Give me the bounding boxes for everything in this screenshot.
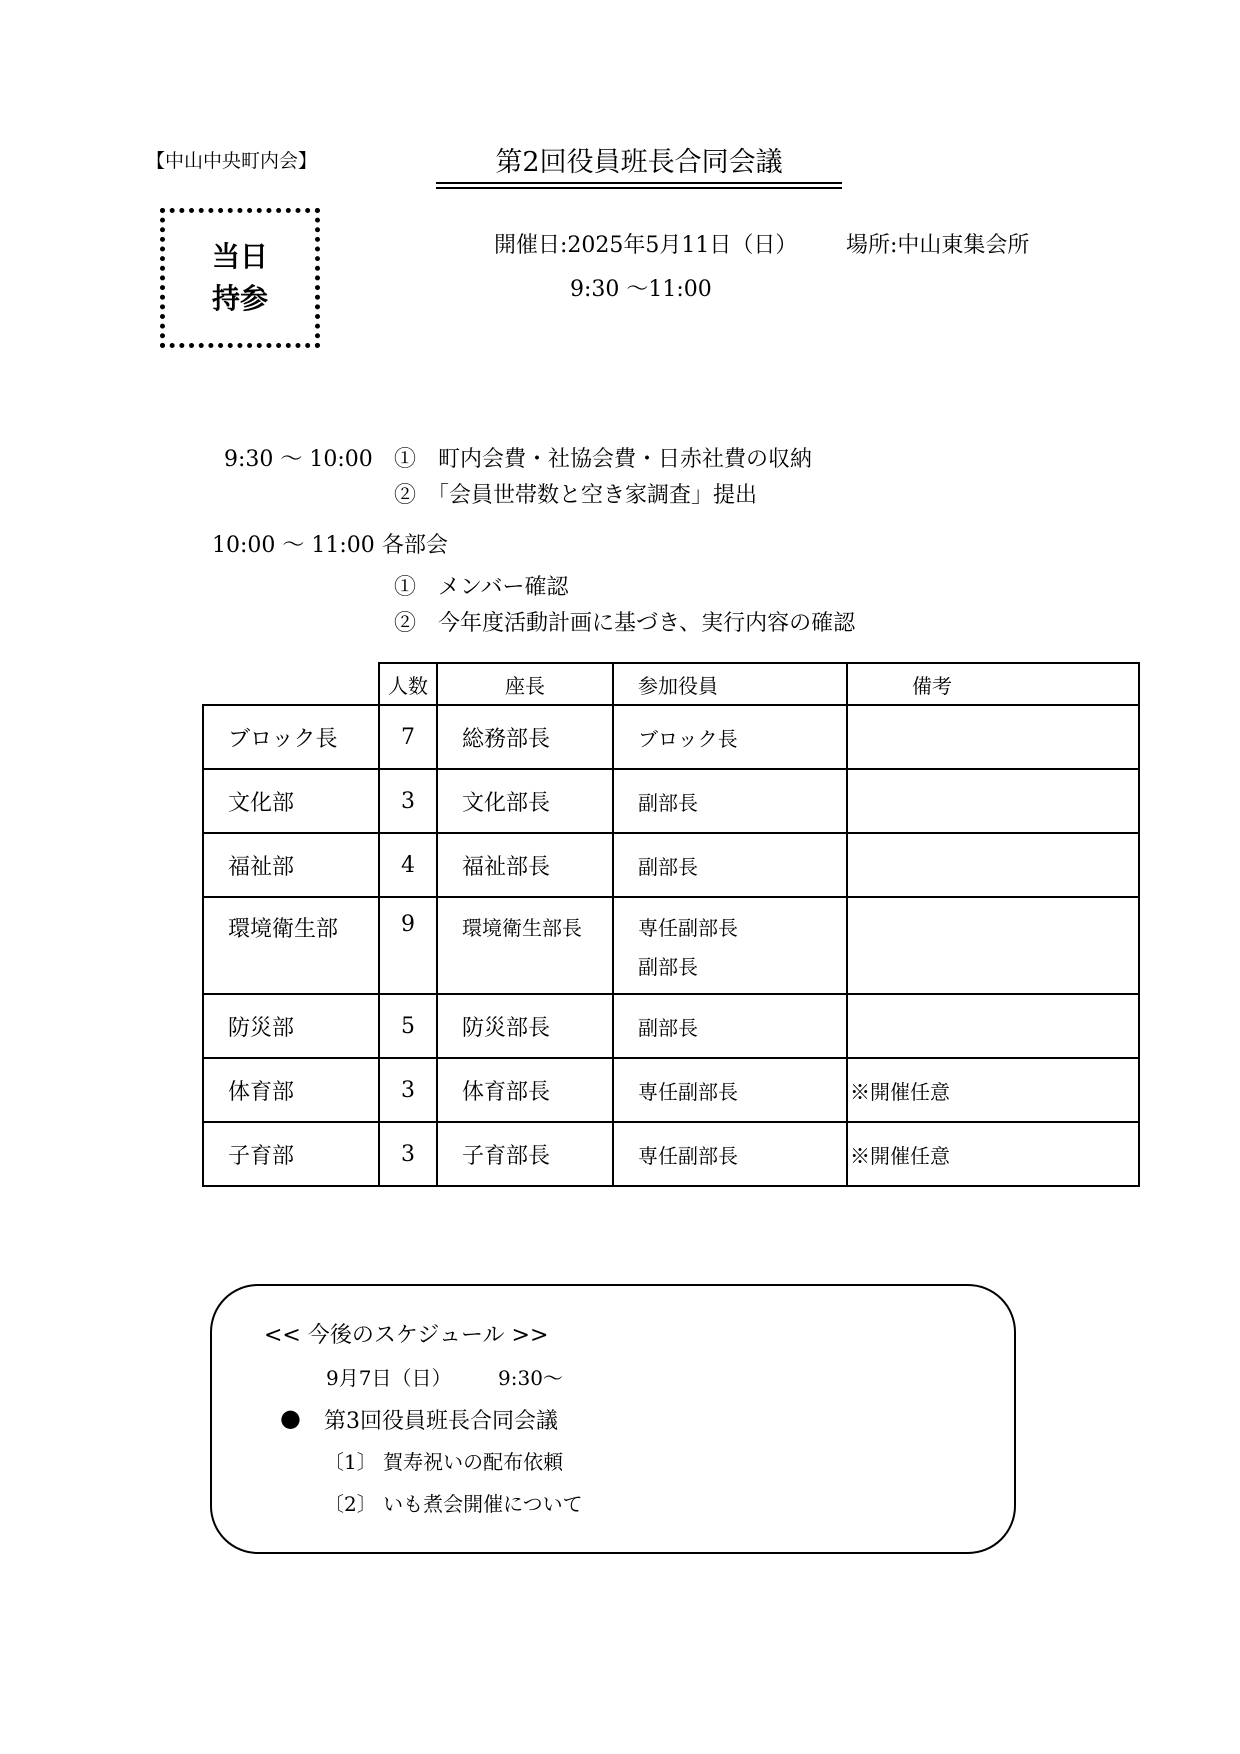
schedule-item-2-1: ① メンバー確認: [394, 575, 569, 600]
table-row: [203, 1058, 1139, 1122]
future-date: 9月7日（日）: [326, 1366, 452, 1390]
dept-cell: ブロック長: [203, 705, 379, 769]
schedule-time-1: 9:30 ～ 10:00: [224, 447, 373, 472]
table-row: [203, 897, 1139, 994]
members-cell: 副部長: [613, 769, 847, 833]
table-header-row: [203, 663, 1139, 705]
future-heading: << 今後のスケジュール >>: [264, 1323, 549, 1348]
member-line: 専任副部長: [638, 916, 738, 940]
members-cell: 副部長: [613, 994, 847, 1058]
department-table: [202, 662, 1140, 1187]
count-cell: 3: [379, 769, 437, 833]
title-underline-top: [436, 182, 842, 184]
meeting-time: 9:30 ～11:00: [570, 277, 712, 302]
table-header-blank: [203, 663, 379, 705]
note-cell: ※開催任意: [847, 1058, 1139, 1122]
bullet-icon: ●: [280, 1404, 301, 1432]
note-cell: [847, 994, 1139, 1058]
chair-cell: 総務部長: [437, 705, 613, 769]
dept-cell: 体育部: [203, 1058, 379, 1122]
stamp-line-2: 持参: [211, 282, 268, 315]
schedule-time-2: 10:00 ～ 11:00: [212, 533, 375, 558]
title-underline-bottom: [436, 187, 842, 189]
table-row: [203, 1122, 1139, 1186]
chair-cell: 子育部長: [437, 1122, 613, 1186]
table-row: [203, 705, 1139, 769]
dept-cell: 福祉部: [203, 833, 379, 897]
members-cell: 専任副部長: [613, 1122, 847, 1186]
members-cell: ブロック長: [613, 705, 847, 769]
schedule-heading-2: 各部会: [382, 533, 449, 558]
count-cell: 7: [379, 705, 437, 769]
dept-cell: 子育部: [203, 1122, 379, 1186]
meeting-date: 開催日:2025年5月11日（日）: [494, 233, 798, 258]
schedule-item-1-2: ② 「会員世帯数と空き家調査」提出: [394, 483, 758, 508]
count-cell: 3: [379, 1122, 437, 1186]
count-cell: 5: [379, 994, 437, 1058]
page-title: 第2回役員班長合同会議: [495, 147, 783, 178]
future-event: 第3回役員班長合同会議: [324, 1409, 558, 1434]
table-header-note: 備考: [847, 663, 1139, 705]
chair-cell: 体育部長: [437, 1058, 613, 1122]
count-cell: 9: [379, 897, 437, 994]
table-row: [203, 769, 1139, 833]
table-row: [203, 994, 1139, 1058]
members-cell: 副部長: [613, 833, 847, 897]
future-time: 9:30～: [498, 1366, 563, 1390]
note-cell: ※開催任意: [847, 1122, 1139, 1186]
stamp-line-1: 当日: [211, 240, 268, 273]
chair-cell: 防災部長: [437, 994, 613, 1058]
note-cell: [847, 705, 1139, 769]
chair-cell: 環境衛生部長: [437, 897, 613, 994]
bring-on-day-stamp: [160, 208, 320, 348]
note-cell: [847, 769, 1139, 833]
schedule-item-2-2: ② 今年度活動計画に基づき、実行内容の確認: [394, 611, 856, 636]
dept-cell: 文化部: [203, 769, 379, 833]
chair-cell: 文化部長: [437, 769, 613, 833]
future-item-1: 〔1〕 賀寿祝いの配布依頼: [324, 1450, 564, 1474]
table-header-members: 参加役員: [613, 663, 847, 705]
schedule-item-1-1: ① 町内会費・社協会費・日赤社費の収納: [394, 447, 813, 472]
note-cell: [847, 833, 1139, 897]
future-item-2: 〔2〕 いも煮会開催について: [324, 1492, 583, 1516]
count-cell: 3: [379, 1058, 437, 1122]
table-header-chair: 座長: [437, 663, 613, 705]
table-header-count: 人数: [379, 663, 437, 705]
meeting-venue: 場所:中山東集会所: [846, 233, 1030, 258]
members-cell: 専任副部長: [613, 1058, 847, 1122]
count-cell: 4: [379, 833, 437, 897]
organization-name: 【中山中央町内会】: [146, 150, 318, 172]
chair-cell: 福祉部長: [437, 833, 613, 897]
members-cell: [613, 897, 847, 994]
note-cell: [847, 897, 1139, 994]
table-row: [203, 833, 1139, 897]
member-line: 副部長: [638, 955, 698, 979]
dept-cell: 防災部: [203, 994, 379, 1058]
dept-cell: 環境衛生部: [203, 897, 379, 994]
